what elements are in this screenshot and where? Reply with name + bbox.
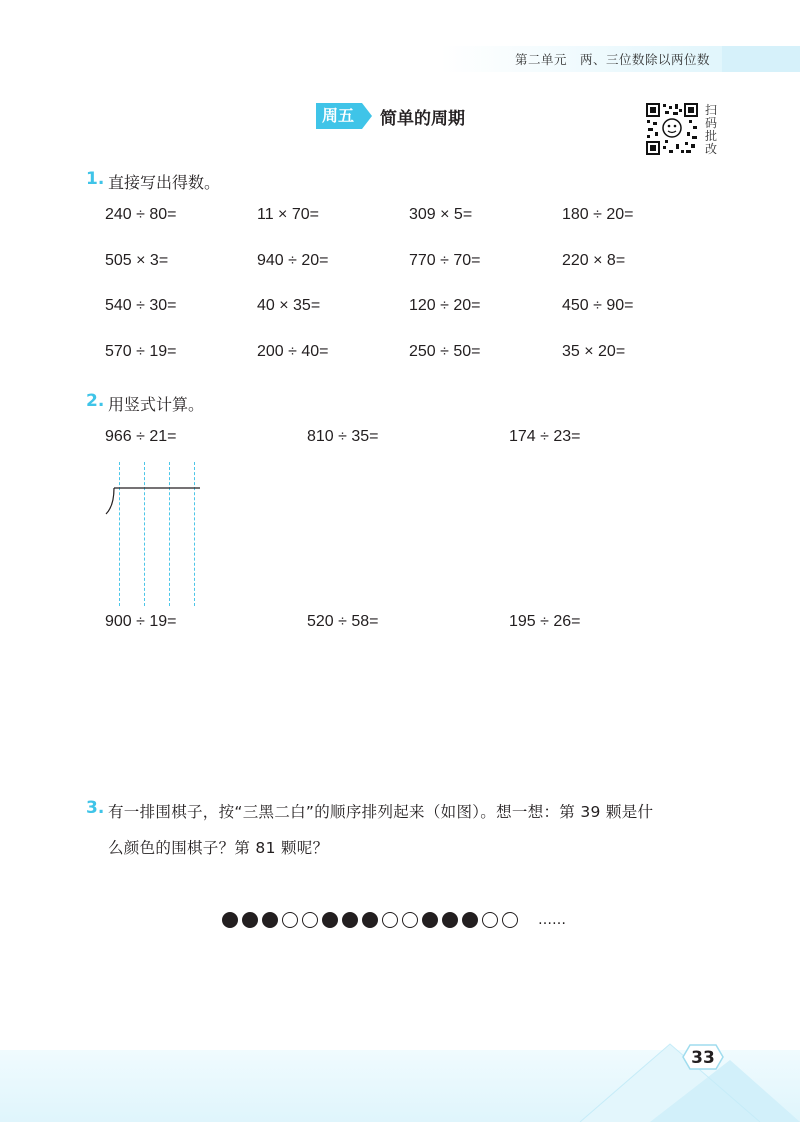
q1-expr: 40 × 35= [257, 297, 321, 314]
lesson-title [316, 102, 465, 130]
page-number: 33 [691, 1048, 715, 1068]
go-stone-icon [402, 912, 418, 928]
go-stone-icon [302, 912, 318, 928]
q1-expr: 180 ÷ 20= [562, 206, 634, 223]
sequence-ellipsis: …… [538, 912, 566, 928]
q1-expr: 35 × 20= [562, 343, 626, 360]
qr-code-icon[interactable] [645, 102, 699, 156]
go-stone-icon [242, 912, 258, 928]
q1-expr: 200 ÷ 40= [257, 343, 329, 360]
lesson-title-text: 简单的周期 [380, 108, 466, 129]
q1-expr: 120 ÷ 20= [409, 297, 481, 314]
q1-expr: 505 × 3= [105, 252, 169, 269]
go-stone-icon [222, 912, 238, 928]
q3-number: 3. [86, 798, 105, 818]
go-stone-icon [502, 912, 518, 928]
q1-expr: 770 ÷ 70= [409, 252, 481, 269]
go-stone-icon [262, 912, 278, 928]
go-stone-icon [282, 912, 298, 928]
q2-expr: 174 ÷ 23= [509, 428, 581, 445]
q2-number: 2. [86, 391, 105, 411]
q1-expr: 309 × 5= [409, 206, 473, 223]
q2-expr: 966 ÷ 21= [105, 428, 177, 445]
q3-text-line2: 么颜色的围棋子？第 81 颗呢？ [108, 839, 329, 857]
scan-to-grade-label: 扫 码 批 改 [704, 103, 717, 156]
q1-expr: 940 ÷ 20= [257, 252, 329, 269]
go-stone-icon [422, 912, 438, 928]
long-division-bracket [100, 482, 204, 518]
q1-expr: 450 ÷ 90= [562, 297, 634, 314]
go-stone-icon [362, 912, 378, 928]
q1-expr: 11 × 70= [257, 206, 319, 223]
q2-expr: 810 ÷ 35= [307, 428, 379, 445]
q2-expr: 900 ÷ 19= [105, 613, 177, 630]
q2-instruction: 用竖式计算。 [108, 395, 205, 414]
q1-number: 1. [86, 169, 105, 189]
q2-expr: 520 ÷ 58= [307, 613, 379, 630]
q1-instruction: 直接写出得数。 [108, 173, 221, 192]
go-stone-sequence [222, 912, 566, 928]
go-stone-icon [482, 912, 498, 928]
q1-expr: 240 ÷ 80= [105, 206, 177, 223]
q1-expr: 250 ÷ 50= [409, 343, 481, 360]
go-stone-icon [322, 912, 338, 928]
go-stone-icon [442, 912, 458, 928]
q1-expr: 570 ÷ 19= [105, 343, 177, 360]
q1-expr: 540 ÷ 30= [105, 297, 177, 314]
q3-text-line1: 有一排围棋子，按“三黑二白”的顺序排列起来（如图）。想一想：第 39 颗是什 [108, 803, 654, 821]
footer-decoration [560, 1030, 800, 1122]
unit-title: 第二单元 两、三位数除以两位数 [514, 52, 710, 67]
go-stone-icon [382, 912, 398, 928]
header-strip [722, 46, 800, 72]
q2-expr: 195 ÷ 26= [509, 613, 581, 630]
q1-expr: 220 × 8= [562, 252, 626, 269]
day-tag: 周五 [316, 103, 362, 129]
go-stone-icon [462, 912, 478, 928]
go-stone-icon [342, 912, 358, 928]
